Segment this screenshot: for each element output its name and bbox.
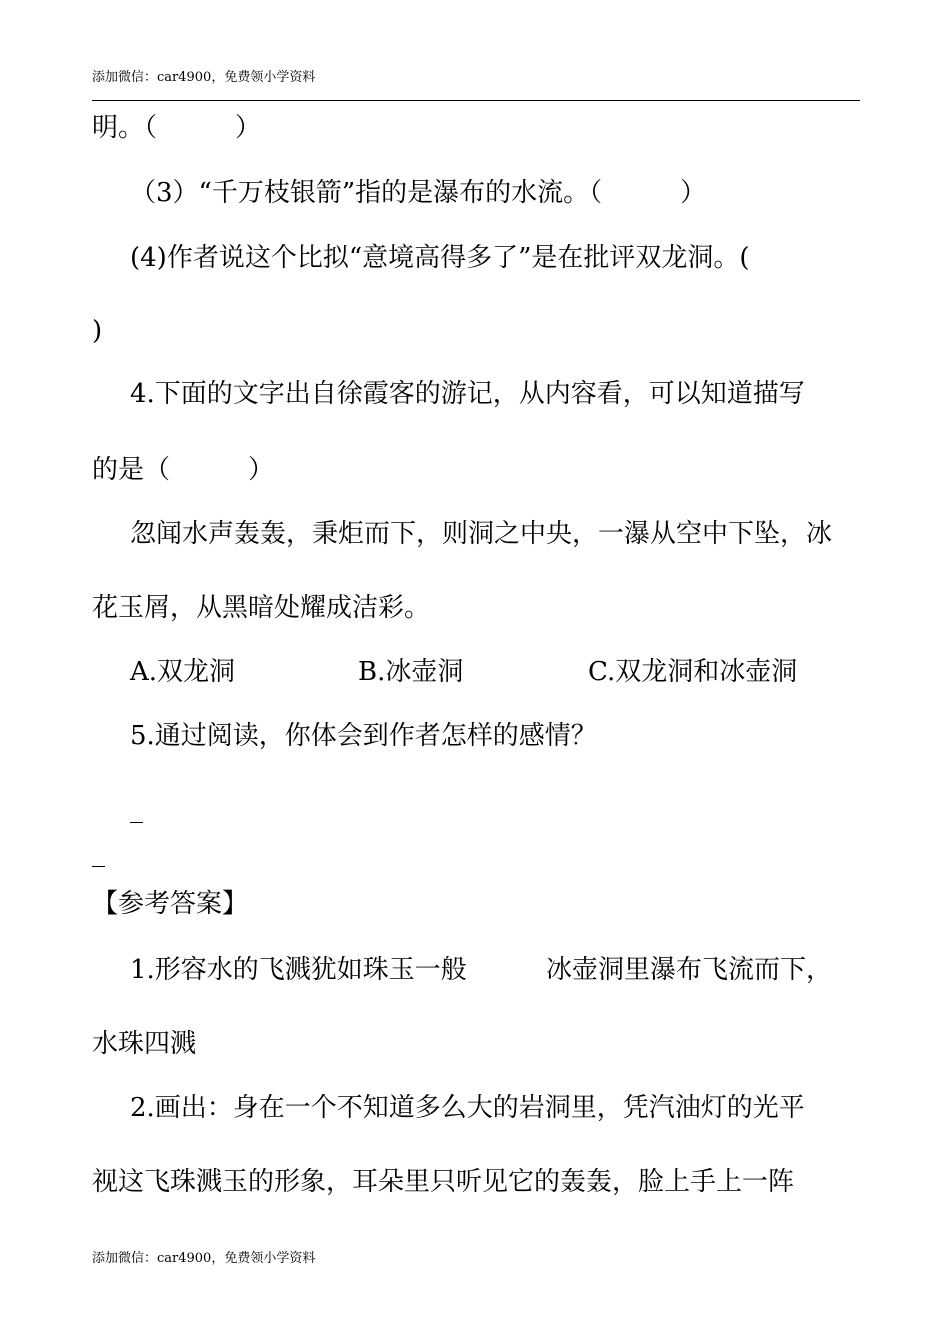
question-3-3: （3）“千万枝银箭”指的是瀑布的水流。（ ） [130, 178, 707, 208]
answer-1: 1.形容水的飞溅犹如珠玉一般 [130, 955, 467, 985]
text-line: 水珠四溅 [92, 1029, 197, 1059]
header-note: 添加微信：car4900，免费领小学资料 [92, 70, 316, 85]
text-line: 视这飞珠溅玉的形象，耳朵里只听见它的轰轰，脸上手上一阵 [92, 1167, 795, 1197]
question-4: 4.下面的文字出自徐霞客的游记，从内容看，可以知道描写 [130, 379, 805, 409]
option-a: A.双龙洞 [130, 657, 236, 687]
answer-2: 2.画出：身在一个不知道多么大的岩洞里，凭汽油灯的光平 [130, 1093, 805, 1123]
quote-passage: 忽闻水声轰轰，秉炬而下，则洞之中央，一瀑从空中下坠，冰 [130, 519, 833, 549]
answer-blank: _ [92, 838, 105, 868]
footer-note: 添加微信：car4900，免费领小学资料 [92, 1251, 316, 1266]
option-b: B.冰壶洞 [358, 657, 464, 687]
header-rule [92, 100, 860, 101]
quote-passage-cont: 花玉屑，从黑暗处耀成洁彩。 [92, 593, 431, 623]
answer-blank: _ [130, 794, 143, 824]
option-c: C.双龙洞和冰壶洞 [588, 657, 798, 687]
reference-answer-heading: 【参考答案】 [92, 889, 249, 919]
text-line: ) [92, 316, 103, 346]
text-line: 的是（ ） [92, 455, 275, 485]
question-3-4: (4)作者说这个比拟“意境高得多了”是在批评双龙洞。( [130, 243, 750, 273]
question-5: 5.通过阅读，你体会到作者怎样的感情？ [130, 721, 597, 751]
answer-1-part2: 冰壶洞里瀑布飞流而下， [546, 955, 833, 985]
text-line: 明。（ ） [92, 113, 262, 143]
